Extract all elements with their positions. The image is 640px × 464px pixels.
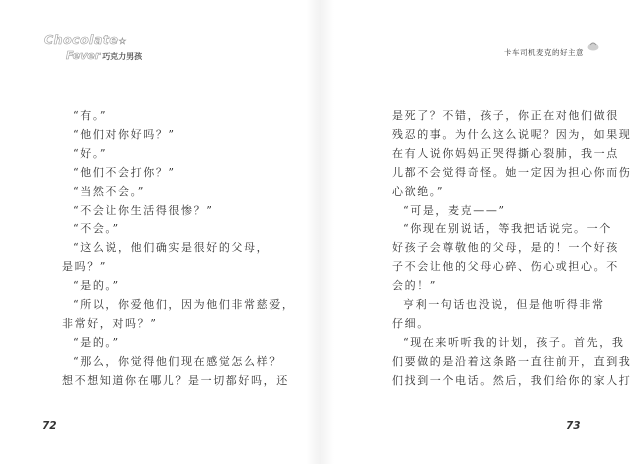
text-line: “不会。” — [73, 222, 120, 236]
text-line: 在有人说你妈妈正哭得撕心裂肺，我一点 — [392, 146, 619, 160]
page-number-left: 72 — [42, 420, 57, 432]
text-line: 是死了？不错，孩子，你正在对他们做很 — [392, 109, 619, 122]
text-line: 亨利一句话也没说，但是他听得非常 — [403, 298, 605, 312]
text-line: “那么，你觉得他们现在感觉怎么样？ — [73, 354, 282, 368]
text-line: 想不想知道你在哪儿？是一切都好吗，还 — [62, 373, 289, 387]
chocolate-drop-icon — [586, 40, 600, 52]
text-line: “现在来听听我的计划，孩子。首先，我 — [403, 335, 625, 349]
text-line: “是的。” — [73, 279, 120, 293]
text-line: 儿都不会觉得奇怪。她一定因为担心你而伤 — [392, 165, 632, 179]
text-line: “你现在别说话，等我把话说完。一个 — [403, 222, 612, 236]
running-head: 卡车司机麦克的好主意 — [504, 48, 584, 57]
text-line: “所以，你爱他们，因为他们非常慈爱， — [73, 298, 295, 312]
text-line: 子不会让他的父母心碎、伤心或担心。不 — [392, 260, 619, 274]
series-logo — [44, 33, 154, 63]
text-line: 会的！” — [392, 279, 438, 293]
text-line: 仔细。 — [392, 316, 430, 330]
text-line: “是的。” — [73, 335, 120, 349]
text-line: “有。” — [73, 109, 108, 122]
text-line: “可是，麦克——” — [403, 203, 506, 217]
text-line: 非常好，对吗？” — [62, 316, 158, 330]
text-line: 好孩子会尊敬他的父母，是的！一个好孩 — [392, 241, 619, 255]
text-line: “他们不会打你？” — [73, 165, 176, 179]
page-number-right: 73 — [566, 420, 581, 432]
text-line: “他们对你好吗？” — [73, 127, 176, 141]
text-line: 残忍的事。为什么这么说呢？因为，如果现 — [392, 127, 632, 141]
logo-title-chocolate: Chocolate — [44, 32, 119, 47]
right-page-text — [392, 107, 632, 391]
text-line: 们找到一个电话。然后，我们给你的家人打 — [392, 373, 632, 387]
text-line: “不会让你生活得很惨？” — [73, 203, 214, 217]
left-page-text — [62, 107, 294, 391]
star-icon: ☆ — [118, 37, 127, 47]
text-line: 们要做的是沿着这条路一直往前开，直到我 — [392, 354, 632, 368]
text-line: “当然不会。” — [73, 184, 145, 198]
logo-chinese-title: 巧克力男孩 — [102, 52, 143, 61]
text-line: “这么说，他们确实是很好的父母， — [73, 241, 270, 255]
logo-title-fever: Fever — [66, 49, 101, 62]
text-line: 是吗？” — [62, 260, 108, 274]
text-line: 心欲绝。” — [392, 184, 445, 198]
text-line: “好。” — [73, 146, 108, 160]
